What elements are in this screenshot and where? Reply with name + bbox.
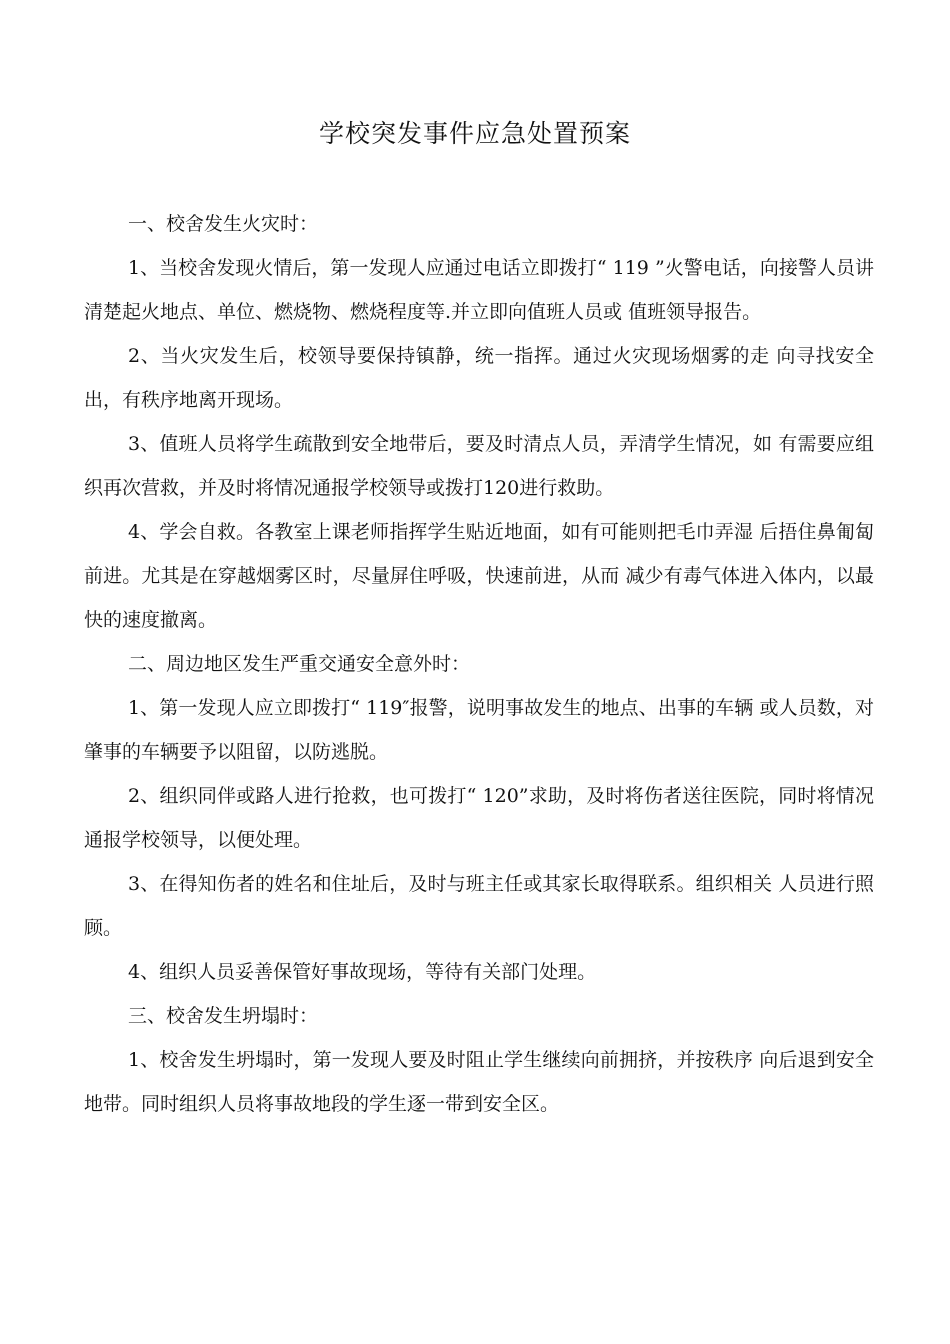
paragraph-traffic-1: 1、第一发现人应立即拨打“ 119″报警，说明事故发生的地点、出事的车辆 或人员数，对肇事的车辆要予以阻留，以防逃脱。 (84, 697, 874, 763)
section-heading-collapse: 三、校舍发生坍塌时： (128, 1005, 319, 1027)
paragraph-traffic-2: 2、组织同伴或路人进行抢救，也可拨打“ 120”求助，及时将伤者送往医院，同时将情况通报学校领导，以便处理。 (84, 785, 874, 851)
paragraph-fire-1: 1、当校舍发现火情后，第一发现人应通过电话立即拨打“ 119 ”火警电话，向接警人员讲清楚起火地点、单位、燃烧物、燃烧程度等.并立即向值班人员或 值班领导报告。 (84, 257, 874, 323)
paragraph-collapse-1: 1、校舍发生坍塌时，第一发现人要及时阻止学生继续向前拥挤，并按秩序 向后退到安全地带。同时组织人员将事故地段的学生逐一带到安全区。 (84, 1049, 874, 1115)
paragraph-fire-2: 2、当火灾发生后，校领导要保持镇静，统一指挥。通过火灾现场烟雾的走 向寻找安全出，有秩序地离开现场。 (84, 345, 874, 411)
paragraph-fire-3: 3、值班人员将学生疏散到安全地带后，要及时清点人员，弄清学生情况，如 有需要应组织再次营救，并及时将情况通报学校领导或拨打120进行救助。 (84, 433, 874, 499)
document-title: 学校突发事件应急处置预案 (318, 119, 631, 148)
paragraph-fire-4: 4、学会自救。各教室上课老师指挥学生贴近地面，如有可能则把毛巾弄湿 后捂住鼻匍匐前进。尤其是在穿越烟雾区时，尽量屏住呼吸，快速前进，从而 减少有毒气体进入体内，以最快的速度撤离。 (84, 521, 874, 631)
document-body (84, 202, 874, 1126)
paragraph-traffic-3: 3、在得知伤者的姓名和住址后，及时与班主任或其家长取得联系。组织相关 人员进行照顾。 (84, 873, 874, 939)
paragraph-traffic-4: 4、组织人员妥善保管好事故现场，等待有关部门处理。 (128, 961, 597, 983)
section-heading-fire: 一、校舍发生火灾时： (128, 213, 319, 235)
section-heading-traffic: 二、周边地区发生严重交通安全意外时： (128, 653, 471, 675)
